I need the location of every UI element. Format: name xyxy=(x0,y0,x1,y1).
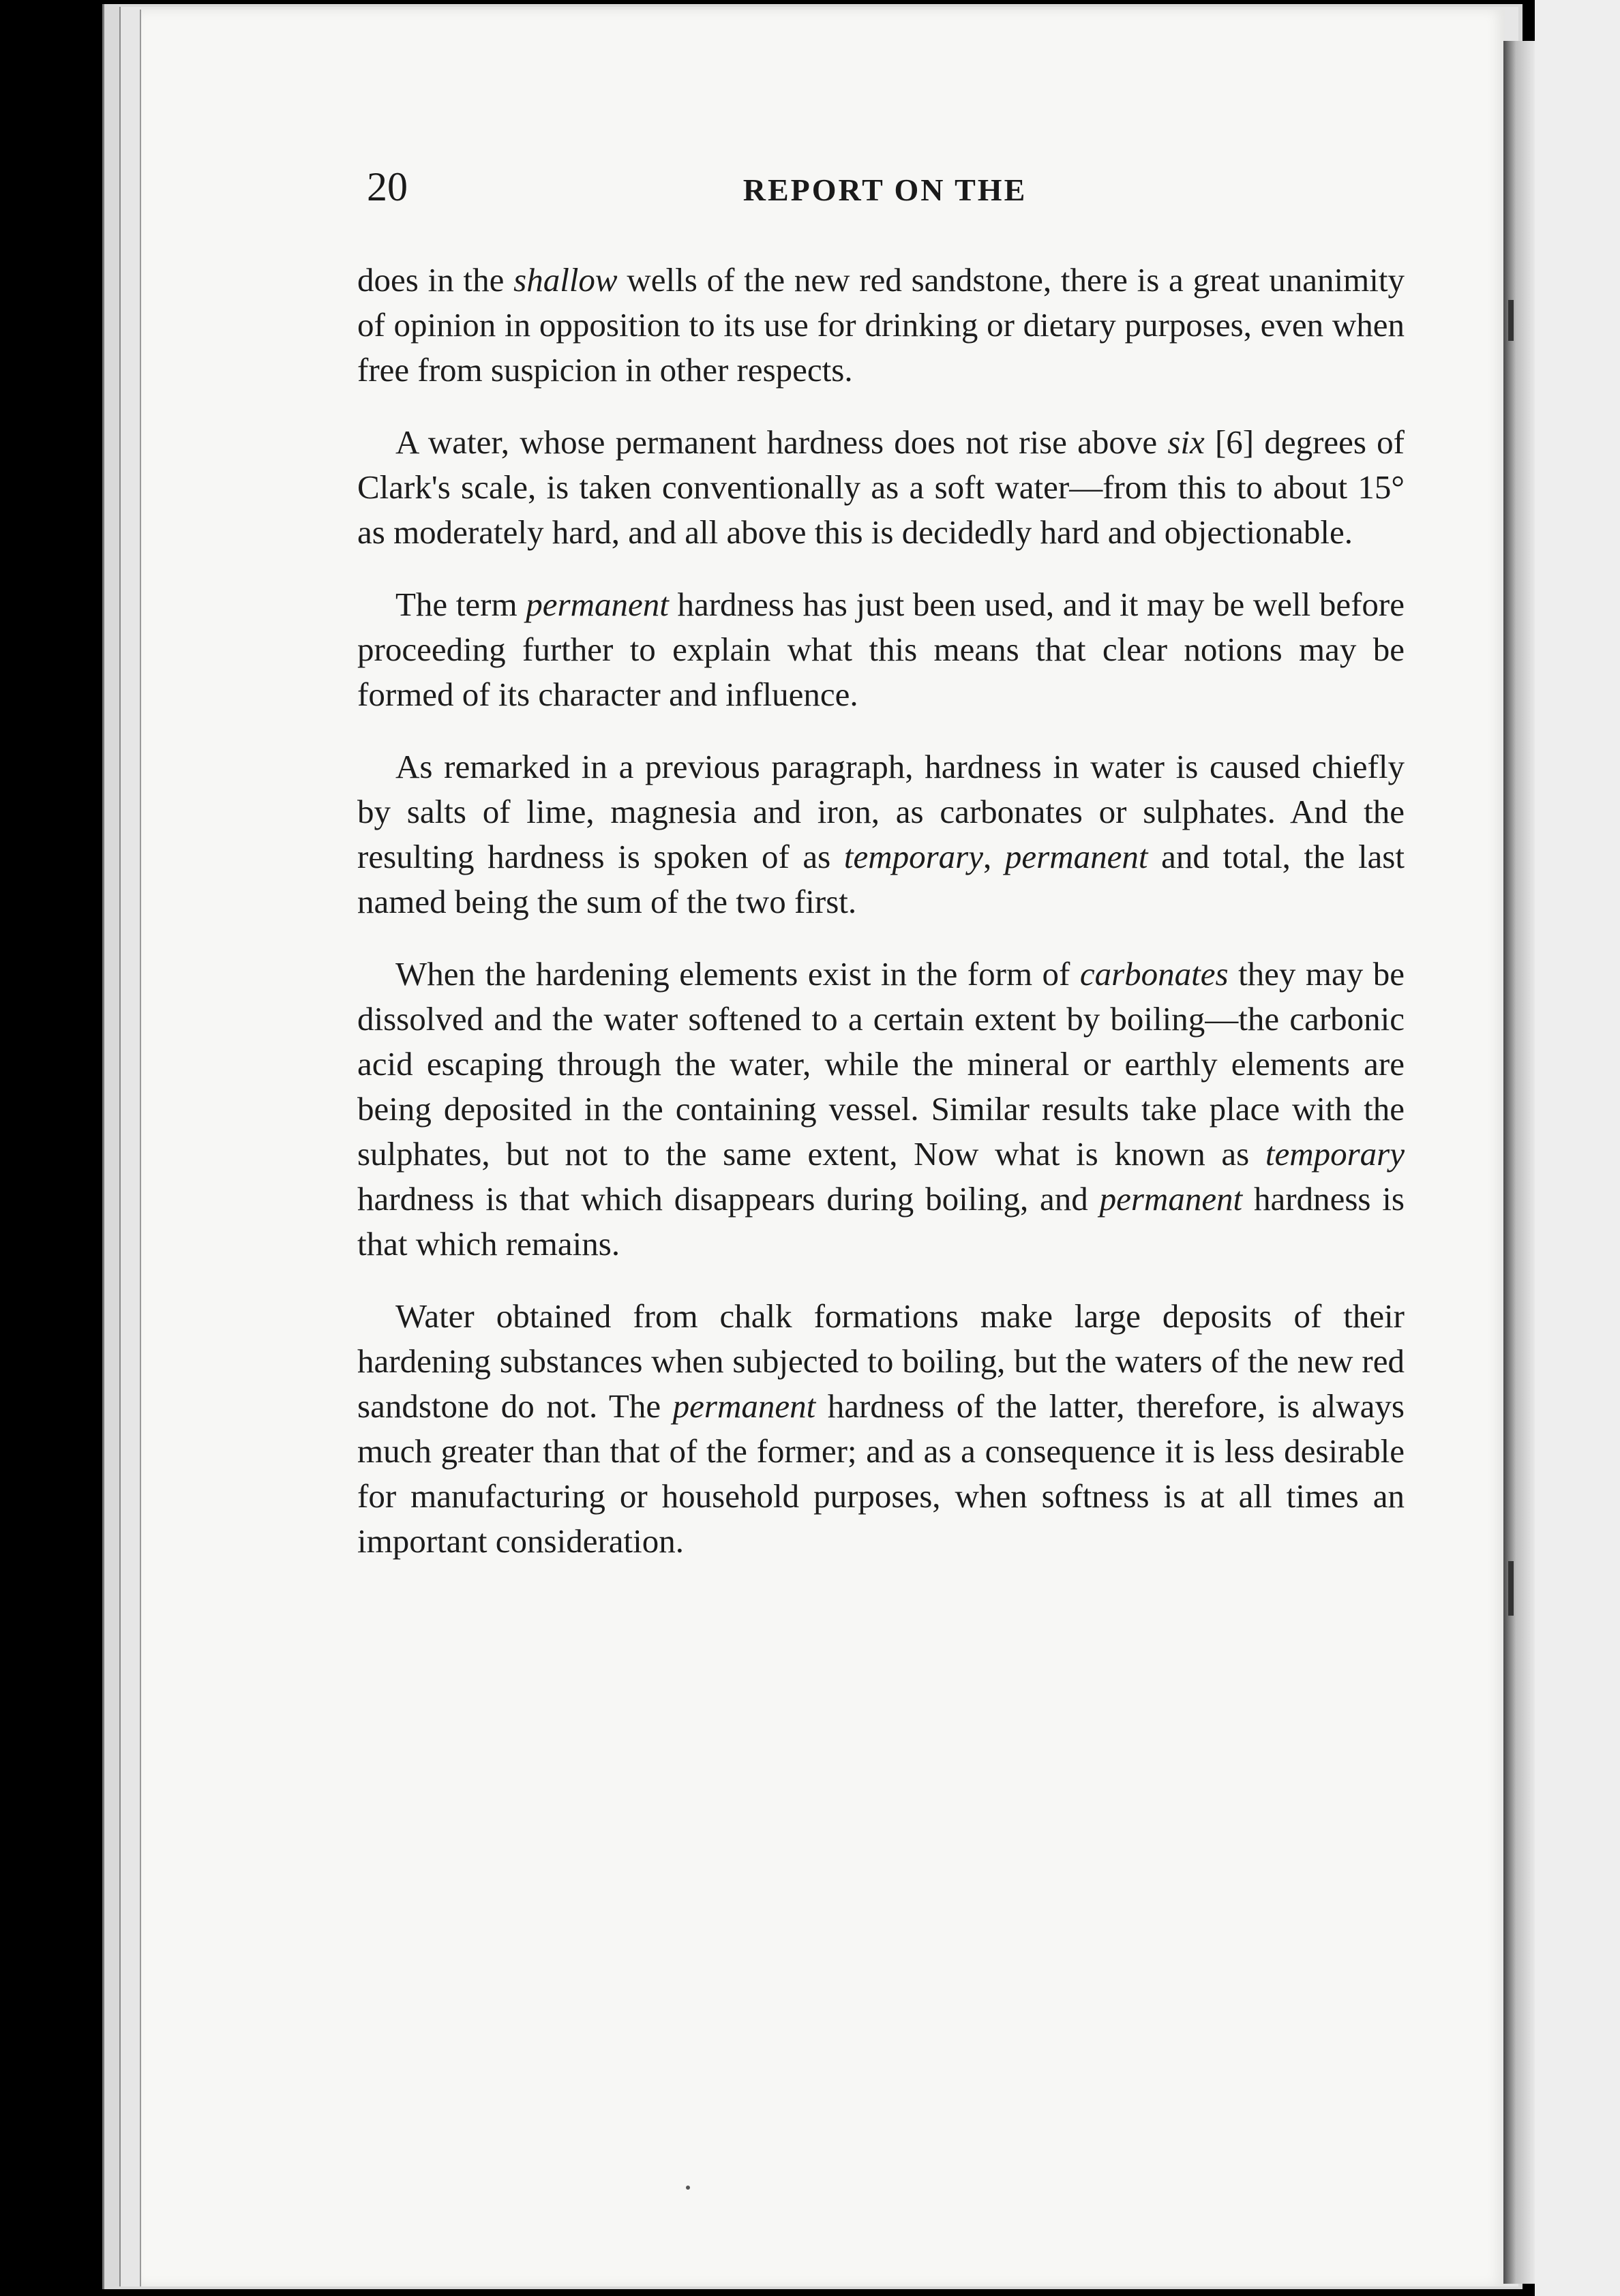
paragraph-3: The term permanent hardness has just been used, and it may be well before proceeding further to explain what this means that clear notions may be formed of its character and influence. xyxy=(357,586,1405,713)
page-header xyxy=(367,164,1403,218)
binding-mark-top xyxy=(1508,300,1514,341)
italic-permanent: permanent xyxy=(1099,1180,1243,1218)
italic-permanent: permanent xyxy=(526,586,669,623)
paragraph-4: As remarked in a previous paragraph, hardness in water is caused chiefly by salts of lime, magnesia and iron, as carbonates or sulphates. And the resulting hardness is spoken of as temporary, permanent and total, the last named being the sum of the two first. xyxy=(357,748,1405,920)
binding-mark-bottom xyxy=(1508,1561,1514,1616)
running-head: REPORT ON THE xyxy=(742,172,1028,207)
paragraph-1: does in the shallow wells of the new red sandstone, there is a great unanimity of opinion in opposition to its use for drinking or dietary purposes, even when free from suspicion in other respects. xyxy=(357,261,1405,389)
page-edge-shadow xyxy=(1503,41,1535,2284)
italic-permanent: permanent xyxy=(672,1387,816,1425)
italic-shallow: shallow xyxy=(513,261,618,299)
page-number: 20 xyxy=(367,164,408,209)
paragraph-5: When the hardening elements exist in the form of carbonates they may be dissolved and the water softened to a certain extent by boiling—the carbonic acid escaping through the water, while the mineral or earthly elements are being deposited in the containing vessel. Similar results take place with the sulphates, but not to the same extent, Now what is known as temporary hardness is that which disappears during boiling, and permanent hardness is that which remains. xyxy=(357,955,1405,1263)
paragraph-6: Water obtained from chalk formations make large deposits of their hardening substances when subjected to boiling, but the waters of the new red sandstone do not. The permanent hardness of the latter, therefore, is always much greater than that of the former; and as a consequence it is less desirable for manufacturing or household purposes, when softness is at all times an important consideration. xyxy=(357,1297,1405,1560)
facing-page-margin xyxy=(1535,0,1620,2296)
ink-speck xyxy=(686,2186,690,2190)
italic-carbonates: carbonates xyxy=(1079,955,1229,993)
paragraph-2: A water, whose permanent hardness does not rise above six [6] degrees of Clark's scale, is taken conventionally as a soft water—from this to about 15° as moderately hard, and all above this is decidedly hard and objectionable. xyxy=(357,423,1405,551)
italic-temporary: temporary xyxy=(1265,1135,1405,1173)
body-text xyxy=(357,258,1405,1591)
italic-temporary: temporary xyxy=(843,838,983,875)
italic-six: six xyxy=(1167,423,1205,461)
italic-permanent: permanent xyxy=(1004,838,1148,875)
